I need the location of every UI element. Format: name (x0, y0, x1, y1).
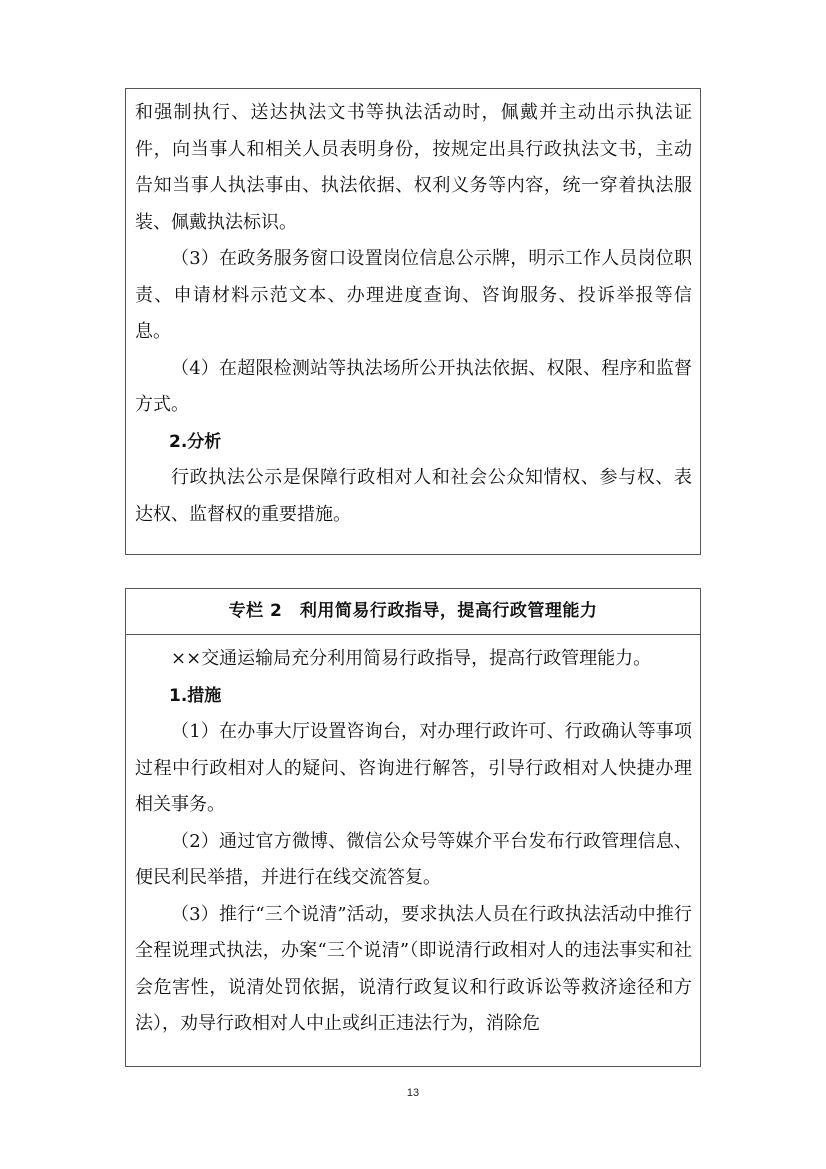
text-box-continued (125, 88, 701, 555)
paragraph: （3）推行“三个说清”活动，要求执法人员在行政执法活动中推行全程说理式执法，办案“三个说清”（即说清行政相对人的违法事实和社会危害性，说清处罚依据，说清行政复议和行政诉讼等救济途径和方法），劝导行政相对人中止或纠正违法行为，消除危 (135, 903, 692, 1034)
column-box-2 (125, 588, 701, 1067)
box-content (126, 89, 700, 533)
paragraph: 和强制执行、送达执法文书等执法活动时，佩戴并主动出示执法证件，向当事人和相关人员表明身份，按规定出具行政执法文书，主动告知当事人执法事由、执法依据、权利义务等内容，统一穿着执法服装、佩戴执法标识。 (135, 102, 692, 233)
section-heading: 2.分析 (169, 431, 222, 452)
paragraph: 行政执法公示是保障行政相对人和社会公众知情权、参与权、表达权、监督权的重要措施。 (135, 467, 692, 525)
paragraph: （4）在超限检测站等执法场所公开执法依据、权限、程序和监督方式。 (135, 357, 692, 415)
paragraph: （2）通过官方微博、微信公众号等媒介平台发布行政管理信息、便民利民举措，并进行在线交流答复。 (135, 830, 692, 888)
column-title: 专栏 2 利用简易行政指导，提高行政管理能力 (126, 589, 700, 635)
paragraph: （3）在政务服务窗口设置岗位信息公示牌，明示工作人员岗位职责、申请材料示范文本、办理进度查询、咨询服务、投诉举报等信息。 (135, 248, 692, 342)
section-heading: 1.措施 (169, 685, 222, 706)
box-content (126, 635, 700, 1043)
paragraph: ××交通运输局充分利用简易行政指导，提高行政管理能力。 (171, 648, 652, 669)
page-number: 13 (406, 1087, 420, 1099)
paragraph: （1）在办事大厅设置咨询台，对办理行政许可、行政确认等事项过程中行政相对人的疑问、咨询进行解答，引导行政相对人快捷办理相关事务。 (135, 721, 692, 815)
